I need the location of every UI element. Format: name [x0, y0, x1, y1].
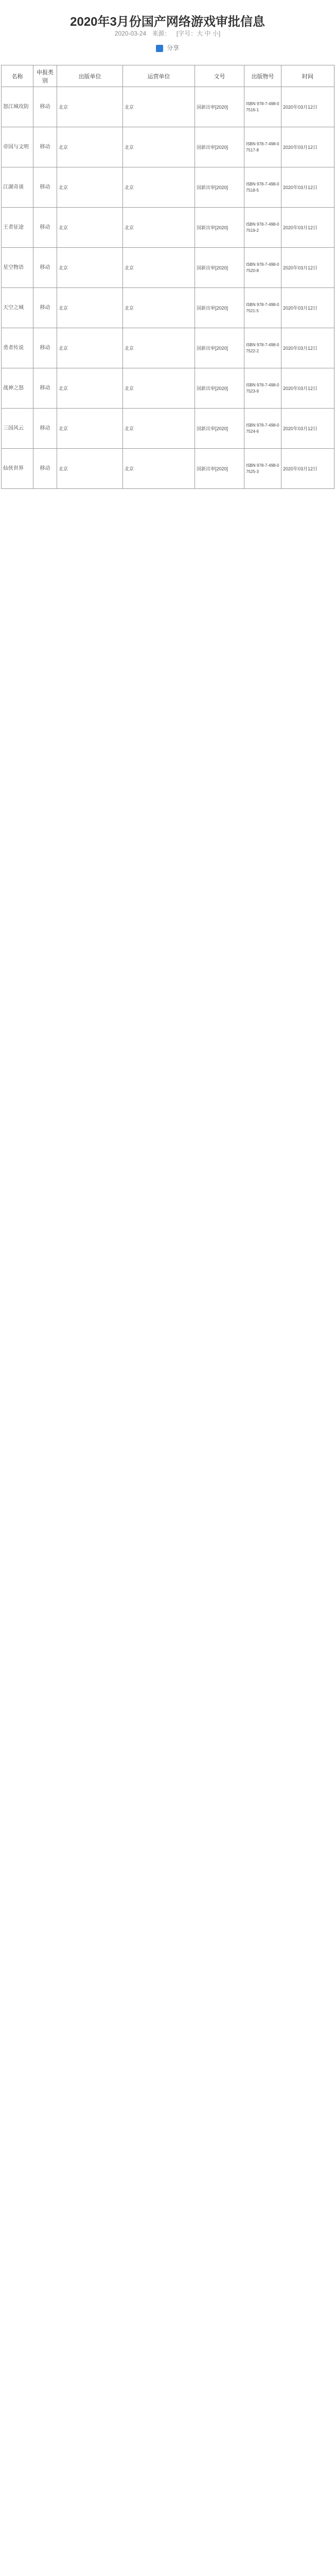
cell-publication-number: ISBN 978-7-498-07517-8 [244, 127, 281, 167]
header-publisher: 出版单位 [57, 65, 123, 87]
cell-publication-number: ISBN 978-7-498-07524-6 [244, 409, 281, 449]
cell-category: 移动 [33, 288, 57, 328]
cell-publisher: 北京 [57, 87, 123, 127]
header-document-number: 文号 [195, 65, 244, 87]
header-name: 名称 [2, 65, 33, 87]
article-meta [1, 29, 334, 43]
cell-publication-number: ISBN 978-7-498-07521-5 [244, 288, 281, 328]
table-row [2, 248, 334, 288]
cell-document-number: 国新出审[2020] [195, 127, 244, 167]
cell-publication-number: ISBN 978-7-498-07522-2 [244, 328, 281, 368]
table-header-row [2, 65, 334, 87]
cell-operator: 北京 [123, 368, 195, 409]
cell-publisher: 北京 [57, 248, 123, 288]
table-row [2, 127, 334, 167]
cell-document-number: 国新出审[2020] [195, 87, 244, 127]
source-label: 来源： [152, 30, 171, 37]
header-category: 申报类别 [33, 65, 57, 87]
cell-category: 移动 [33, 208, 57, 248]
game-approval-table [1, 65, 334, 489]
cell-name: 天空之城 [2, 288, 33, 328]
cell-name: 仙侠世界 [2, 449, 33, 489]
cell-date: 2020年03月12日 [281, 288, 334, 328]
cell-publisher: 北京 [57, 368, 123, 409]
cell-publication-number: ISBN 978-7-498-07525-3 [244, 449, 281, 489]
cell-name: 怒江城攻防 [2, 87, 33, 127]
cell-name: 王者征途 [2, 208, 33, 248]
cell-document-number: 国新出审[2020] [195, 328, 244, 368]
table-row [2, 288, 334, 328]
cell-operator: 北京 [123, 288, 195, 328]
cell-document-number: 国新出审[2020] [195, 409, 244, 449]
cell-name: 三国风云 [2, 409, 33, 449]
cell-date: 2020年03月12日 [281, 127, 334, 167]
share-icon[interactable] [156, 45, 163, 52]
footer-space [1, 489, 334, 503]
cell-category: 移动 [33, 248, 57, 288]
table-row [2, 449, 334, 489]
cell-name: 江湖奇谈 [2, 167, 33, 208]
cell-category: 移动 [33, 127, 57, 167]
share-bar[interactable] [1, 43, 334, 65]
cell-date: 2020年03月12日 [281, 449, 334, 489]
table-row [2, 87, 334, 127]
article-container [0, 0, 335, 503]
cell-publisher: 北京 [57, 127, 123, 167]
cell-operator: 北京 [123, 248, 195, 288]
cell-date: 2020年03月12日 [281, 409, 334, 449]
cell-category: 移动 [33, 167, 57, 208]
cell-category: 移动 [33, 87, 57, 127]
cell-publisher: 北京 [57, 167, 123, 208]
table-row [2, 409, 334, 449]
cell-document-number: 国新出审[2020] [195, 288, 244, 328]
cell-operator: 北京 [123, 167, 195, 208]
cell-operator: 北京 [123, 87, 195, 127]
cell-category: 移动 [33, 409, 57, 449]
font-size-control[interactable]: [字号：大 中 小] [176, 30, 221, 37]
table-row [2, 167, 334, 208]
cell-name: 战神之怒 [2, 368, 33, 409]
cell-name: 帝国与文明 [2, 127, 33, 167]
cell-operator: 北京 [123, 449, 195, 489]
cell-date: 2020年03月12日 [281, 167, 334, 208]
publish-date: 2020-03-24 [114, 30, 147, 37]
cell-date: 2020年03月12日 [281, 248, 334, 288]
cell-publisher: 北京 [57, 328, 123, 368]
cell-name: 勇者传说 [2, 328, 33, 368]
cell-document-number: 国新出审[2020] [195, 368, 244, 409]
cell-publication-number: ISBN 978-7-498-07523-9 [244, 368, 281, 409]
cell-operator: 北京 [123, 409, 195, 449]
page-title: 2020年3月份国产网络游戏审批信息 [70, 15, 265, 29]
cell-publisher: 北京 [57, 449, 123, 489]
cell-publisher: 北京 [57, 288, 123, 328]
share-label[interactable]: 分享 [167, 44, 180, 52]
table-row [2, 368, 334, 409]
table-body [2, 87, 334, 489]
cell-document-number: 国新出审[2020] [195, 208, 244, 248]
cell-document-number: 国新出审[2020] [195, 167, 244, 208]
table-row [2, 328, 334, 368]
cell-category: 移动 [33, 328, 57, 368]
header-publication-number: 出版物号 [244, 65, 281, 87]
cell-operator: 北京 [123, 328, 195, 368]
cell-category: 移动 [33, 449, 57, 489]
cell-publication-number: ISBN 978-7-498-07516-1 [244, 87, 281, 127]
cell-date: 2020年03月12日 [281, 328, 334, 368]
cell-operator: 北京 [123, 127, 195, 167]
table-row [2, 208, 334, 248]
cell-publisher: 北京 [57, 208, 123, 248]
cell-publication-number: ISBN 978-7-498-07519-2 [244, 208, 281, 248]
cell-operator: 北京 [123, 208, 195, 248]
cell-document-number: 国新出审[2020] [195, 449, 244, 489]
header-date: 时间 [281, 65, 334, 87]
cell-category: 移动 [33, 368, 57, 409]
cell-date: 2020年03月12日 [281, 87, 334, 127]
header-operator: 运营单位 [123, 65, 195, 87]
cell-publisher: 北京 [57, 409, 123, 449]
cell-publication-number: ISBN 978-7-498-07518-5 [244, 167, 281, 208]
cell-name: 星空物语 [2, 248, 33, 288]
cell-document-number: 国新出审[2020] [195, 248, 244, 288]
cell-date: 2020年03月12日 [281, 208, 334, 248]
cell-publication-number: ISBN 978-7-498-07520-8 [244, 248, 281, 288]
cell-date: 2020年03月12日 [281, 368, 334, 409]
